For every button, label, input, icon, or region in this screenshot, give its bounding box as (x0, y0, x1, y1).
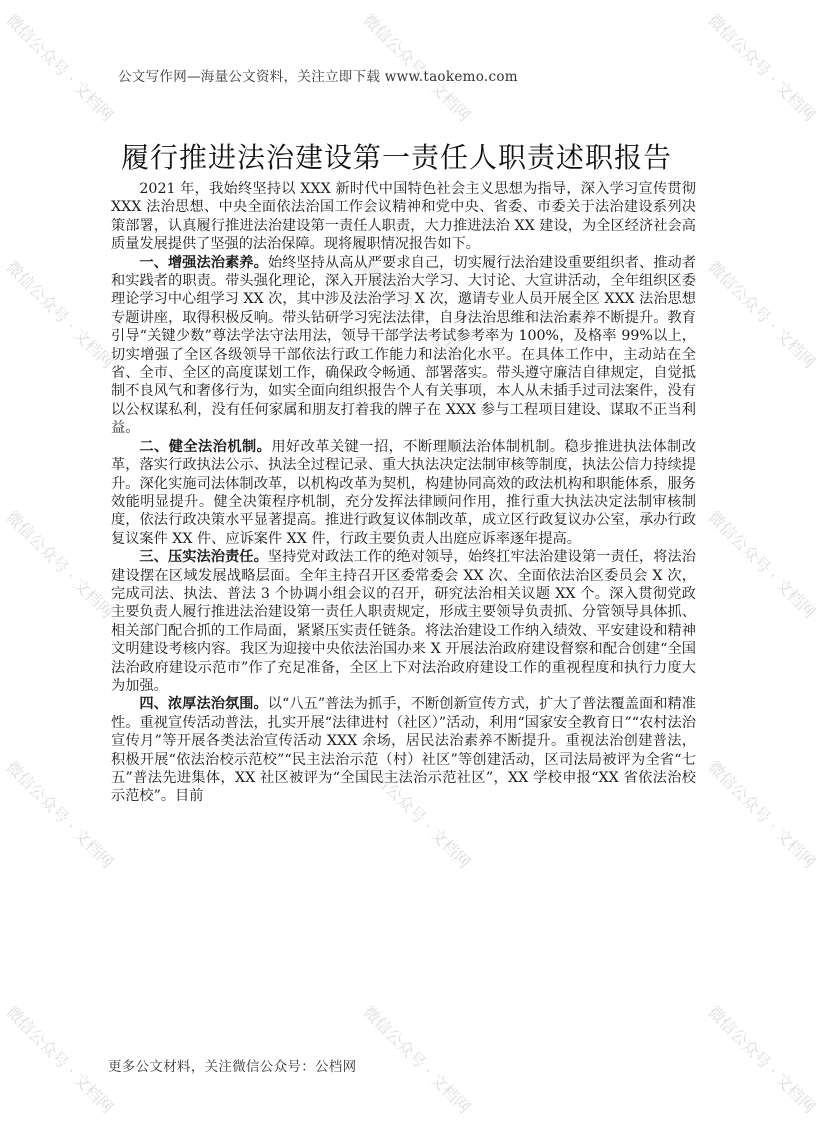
watermark: 微信公众号 · 文档网 (359, 1002, 475, 1117)
section-paragraph (111, 438, 696, 548)
watermark: 微信公众号 · 文档网 (704, 757, 820, 872)
section-heading: 二、健全法治机制。 (139, 438, 272, 455)
section-paragraph (111, 548, 696, 695)
watermark: 微信公众号 · 文档网 (704, 1002, 820, 1117)
watermark: 微信公众号 · 文档网 (704, 10, 820, 125)
section-text: 用好改革关键一招，不断理顺法治体制机制。稳步推进执法体制改革，落实行政执法公示、执法全过程记录、重大执法决定法制审核等制度，执法公信力持续提升。深化实施司法体制改革，以机构改革为契机，构建协同高效的政法机构和职能体系，服务效能明显提升。健全决策程序机制，充分发挥法律顾问作用，推行重大执法决定法制审核制度，依法行政决策水平显著提高。推进行政复议体制改革，成立区行政复议办公室，承办行政复议案件 XX 件、应诉案件 XX 件，行政主要负责人出庭应诉率逐年提高。 (111, 438, 696, 547)
footer-note: 更多公文材料，关注微信公众号：公档网 (108, 1059, 357, 1075)
section-heading: 四、浓厚法治氛围。 (139, 696, 268, 713)
section-heading: 三、压实法治责任。 (139, 549, 268, 566)
header-note: 公文写作网—海量公文资料，关注立即下载 www.taokemo.com (118, 69, 518, 85)
section-paragraph (111, 695, 696, 805)
watermark: 微信公众号 · 文档网 (359, 10, 475, 125)
watermark: 微信公众号 · 文档网 (359, 757, 475, 872)
section-text: 坚持党对政法工作的绝对领导，始终扛牢法治建设第一责任，将法治建设摆在区域发展战略层面。全年主持召开区委常委会 XX 次、全面依法治区委员会 X 次，完成司法、执法、普法 3 个协调小组会议的召开，研究法治相关议题 XX 个。深入贯彻党政主要负责人履行推进法治建设第一责任人职责规定，形成主要领导负责抓、分管领导具体抓、相关部门配合抓的工作局面，紧紧压实责任链条。将法治建设工作纳入绩效、平安建设和精神文明建设考核内容。我区为迎接中央依法治国办来 X 开展法治政府建设督察和配合创建“全国法治政府建设示范市”作了充足准备，全区上下对法治政府建设工作的重视程度和执行力度大为加强。 (111, 549, 696, 694)
watermark: 微信公众号 · 文档网 (2, 757, 118, 872)
watermark: 微信公众号 · 文档网 (2, 1002, 118, 1117)
section-paragraph (111, 254, 696, 438)
watermark: 微信公众号 · 文档网 (359, 257, 475, 372)
watermark: 微信公众号 · 文档网 (704, 257, 820, 372)
watermark: 微信公众号 · 文档网 (2, 10, 118, 125)
watermark: 微信公众号 · 文档网 (2, 507, 118, 622)
section-text: 以“八五”普法为抓手，不断创新宣传方式，扩大了普法覆盖面和精准性。重视宣传活动普法，扎实开展“法律进村（社区）”活动，利用“国家安全教育日”“农村法治宣传月”等开展各类法治宣传活动 XXX 余场，居民法治素养不断提升。重视法治创建普法，积极开展“依法治校示范校”“民主法治示范（村）社区”等创建活动，区司法局被评为全省“七五”普法先进集体，XX 社区被评为“全国民主法治示范社区”，XX 学校申报“XX 省依法治校示范校”。目前 (111, 696, 696, 805)
watermark: 微信公众号 · 文档网 (359, 507, 475, 622)
document-title: 履行推进法治建设第一责任人职责述职报告 (120, 141, 672, 174)
document-body (111, 180, 696, 806)
section-text: 始终坚持从高从严要求自己，切实履行法治建设重要组织者、推动者和实践者的职责。带头强化理论，深入开展法治大学习、大讨论、大宣讲活动，全年组织区委理论学习中心组学习 XX 次，其中涉及法治学习 X 次，邀请专业人员开展全区 XXX 法治思想专题讲座，取得积极反响。带头钻研学习宪法法律，自身法治思维和法治素养不断提升。教育引导“关键少数”尊法学法守法用法，领导干部学法考试参考率为 100%，及格率 99%以上，切实增强了全区各级领导干部依法行政工作能力和法治化水平。在具体工作中，主动站在全省、全市、全区的高度谋划工作，确保政令畅通、部署落实。带头遵守廉洁自律规定，自觉抵制不良风气和奢侈行为，如实全面向组织报告个人有关事项，本人从未插手过司法案件，没有以公权谋私利，没有任何家属和朋友打着我的牌子在 XXX 参与工程项目建设、谋取不正当利益。 (111, 254, 696, 437)
section-heading: 一、增强法治素养。 (139, 254, 268, 271)
watermark: 微信公众号 · 文档网 (2, 257, 118, 372)
watermark: 微信公众号 · 文档网 (704, 507, 820, 622)
intro-paragraph: 2021 年，我始终坚持以 XXX 新时代中国特色社会主义思想为指导，深入学习宣传贯彻 XXX 法治思想、中央全面依法治国工作会议精神和党中央、省委、市委关于法治建设系列决策部署，认真履行推进法治建设第一责任人职责，大力推进法治 XX 建设，为全区经济社会高质量发展提供了坚强的法治保障。现将履职情况报告如下。 (111, 181, 696, 253)
